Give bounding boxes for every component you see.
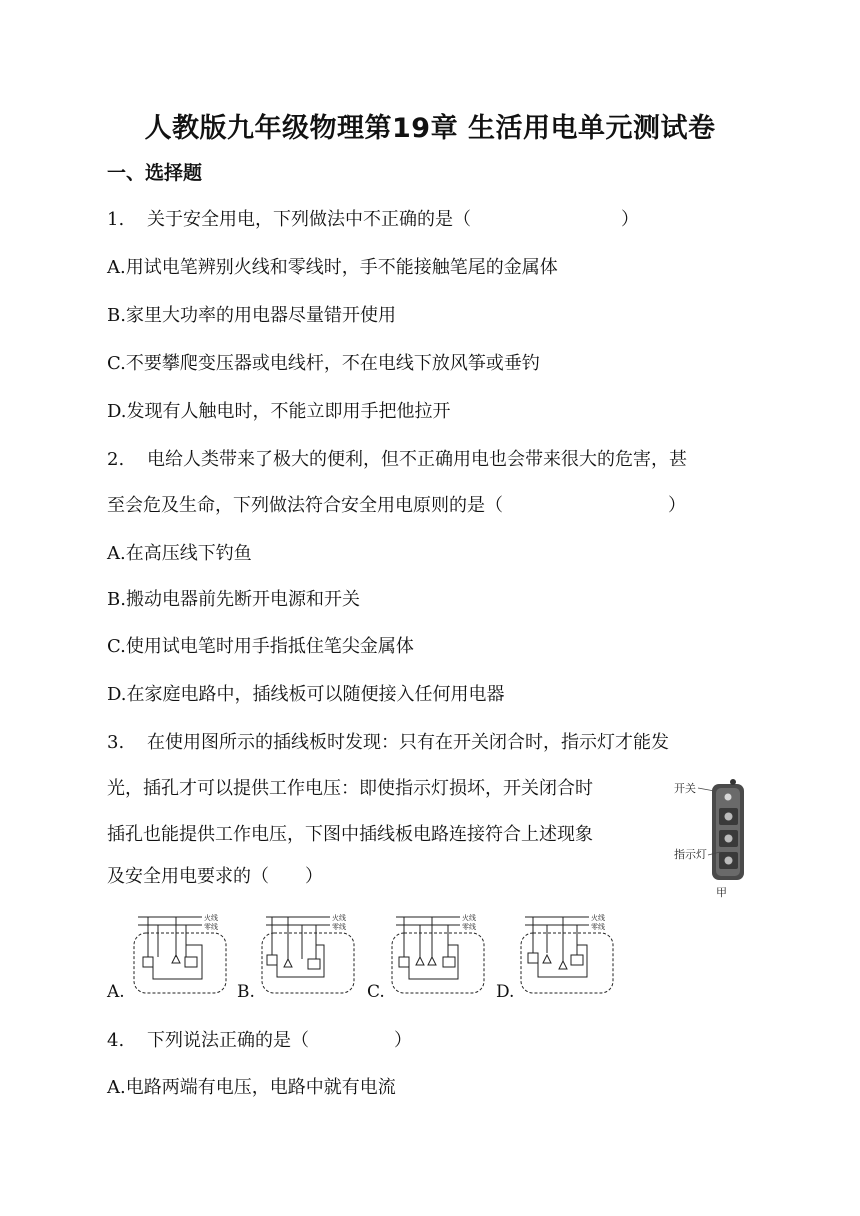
question-number: 1. bbox=[107, 209, 125, 230]
question-1-stem bbox=[107, 205, 639, 231]
question-number: 3. bbox=[107, 732, 125, 753]
question-text: 电给人类带来了极大的便利，但不正确用电也会带来很大的危害，甚 bbox=[147, 449, 687, 470]
option-c: C.不要攀爬变压器或电线杆，不在电线下放风筝或垂钓 bbox=[107, 353, 540, 374]
section-heading: 一、选择题 bbox=[107, 162, 203, 184]
circuit-diagram-b bbox=[258, 905, 358, 999]
choice-b-label: B. bbox=[237, 982, 255, 1002]
live-wire-label: 火线 bbox=[332, 914, 346, 922]
switch-icon bbox=[730, 779, 736, 785]
question-text: 下列说法正确的是（ bbox=[147, 1030, 309, 1051]
lamp-label: 指示灯 bbox=[674, 848, 707, 861]
question-number: 2. bbox=[107, 449, 125, 470]
power-strip-figure bbox=[672, 772, 772, 900]
switch-icon bbox=[399, 957, 409, 967]
circuit-diagram-d bbox=[517, 905, 617, 999]
indicator-lamp-icon bbox=[725, 794, 732, 801]
option-b: B.搬动电器前先断开电源和开关 bbox=[107, 589, 360, 610]
live-wire-label: 火线 bbox=[462, 914, 476, 922]
choice-c-label: C. bbox=[367, 982, 385, 1002]
question-3-stem-line1 bbox=[107, 728, 669, 754]
figure-caption: 甲 bbox=[716, 886, 727, 899]
question-paren: ） bbox=[394, 1030, 412, 1051]
circuit-diagram-c bbox=[388, 905, 488, 999]
neutral-wire-label: 零线 bbox=[462, 923, 476, 931]
lamp-icon bbox=[284, 959, 292, 967]
lamp-icon bbox=[543, 955, 551, 963]
question-paren: ） bbox=[621, 209, 639, 230]
option-b: B.家里大功率的用电器尽量错开使用 bbox=[107, 305, 396, 326]
live-wire-label: 火线 bbox=[204, 914, 218, 922]
choice-a-label: A. bbox=[107, 982, 125, 1002]
page-title: 人教版九年级物理第19章 生活用电单元测试卷 bbox=[144, 113, 716, 144]
switch-icon bbox=[528, 953, 538, 963]
socket-icon bbox=[185, 957, 197, 967]
question-text: 在使用图所示的插线板时发现：只有在开关闭合时，指示灯才能发 bbox=[147, 732, 669, 753]
live-wire-label: 火线 bbox=[591, 914, 605, 922]
neutral-wire-label: 零线 bbox=[591, 923, 605, 931]
socket-icon bbox=[308, 959, 320, 969]
question-text: 关于安全用电，下列做法中不正确的是（ bbox=[147, 209, 471, 230]
question-3-stem-line3: 插孔也能提供工作电压，下图中插线板电路连接符合上述现象 bbox=[107, 824, 593, 845]
option-d: D.在家庭电路中，插线板可以随便接入任何用电器 bbox=[107, 684, 505, 705]
option-a: A.电路两端有电压，电路中就有电流 bbox=[107, 1077, 396, 1098]
option-c: C.使用试电笔时用手指抵住笔尖金属体 bbox=[107, 636, 414, 657]
question-paren: ） bbox=[668, 495, 686, 516]
choice-d-label: D. bbox=[496, 982, 515, 1002]
neutral-wire-label: 零线 bbox=[332, 923, 346, 931]
question-2-stem-line2 bbox=[107, 491, 686, 517]
option-a: A.在高压线下钓鱼 bbox=[107, 543, 252, 564]
lamp-icon bbox=[416, 957, 424, 965]
option-d: D.发现有人触电时，不能立即用手把他拉开 bbox=[107, 401, 451, 422]
question-number: 4. bbox=[107, 1030, 125, 1051]
neutral-wire-label: 零线 bbox=[204, 923, 218, 931]
lamp-icon bbox=[428, 957, 436, 965]
question-2-stem-line1 bbox=[107, 445, 687, 471]
switch-label: 开关 bbox=[674, 782, 696, 795]
switch-icon bbox=[267, 955, 277, 965]
lamp-icon bbox=[559, 961, 567, 969]
question-4-stem bbox=[107, 1026, 412, 1052]
question-3-stem-line4: 及安全用电要求的（ ） bbox=[107, 866, 323, 887]
socket-icon bbox=[443, 957, 455, 967]
socket-icon bbox=[571, 955, 583, 965]
switch-icon bbox=[143, 957, 153, 967]
circuit-diagram-a bbox=[130, 905, 230, 999]
option-a: A.用试电笔辨别火线和零线时，手不能接触笔尾的金属体 bbox=[107, 257, 558, 278]
question-text: 至会危及生命，下列做法符合安全用电原则的是（ bbox=[107, 495, 503, 516]
question-3-stem-line2: 光，插孔才可以提供工作电压：即使指示灯损坏，开关闭合时 bbox=[107, 778, 593, 799]
